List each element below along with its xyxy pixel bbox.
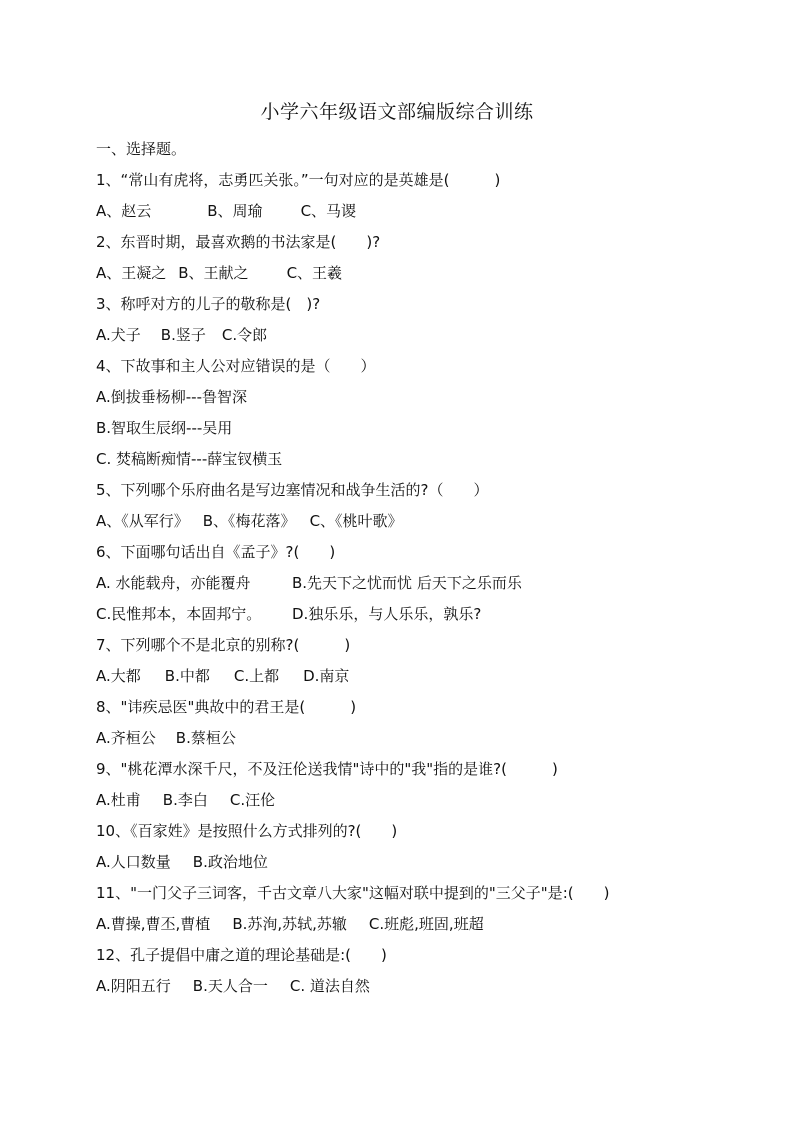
answer-options bbox=[96, 572, 716, 603]
answer-options bbox=[96, 200, 716, 231]
answer-option: A.倒拔垂杨柳---鲁智深 bbox=[96, 388, 248, 406]
question-12 bbox=[96, 944, 716, 1006]
answer-option: A、《从军行》 bbox=[96, 512, 189, 530]
answer-options bbox=[96, 510, 716, 541]
question-text: 7、下列哪个不是北京的别称?( ) bbox=[96, 636, 351, 654]
answer-option: D.南京 bbox=[303, 667, 350, 685]
answer-option: C.令郎 bbox=[221, 326, 268, 344]
question-11 bbox=[96, 882, 716, 944]
answer-option: B.先天下之忧而忧 后天下之乐而乐 bbox=[292, 574, 522, 592]
question-text: 4、下故事和主人公对应错误的是（ ） bbox=[96, 357, 376, 375]
answer-options bbox=[96, 324, 716, 355]
answer-options bbox=[96, 727, 716, 758]
answer-option: B.天人合一 bbox=[192, 977, 268, 995]
answer-option: C、马谡 bbox=[300, 202, 357, 220]
answer-option: A.人口数量 bbox=[96, 853, 171, 871]
question-text: 11、"一门父子三词客，千古文章八大家"这幅对联中提到的"三父子"是:( ) bbox=[96, 884, 610, 902]
answer-option: D.独乐乐，与人乐乐，孰乐? bbox=[292, 605, 482, 623]
question-1 bbox=[96, 169, 716, 231]
answer-option: B.中都 bbox=[164, 667, 210, 685]
question-9 bbox=[96, 758, 716, 820]
answer-option: B、《梅花落》 bbox=[202, 512, 296, 530]
answer-options bbox=[96, 262, 716, 293]
answer-options bbox=[96, 603, 716, 634]
question-8 bbox=[96, 696, 716, 758]
answer-option: A、赵云 bbox=[96, 202, 152, 220]
answer-option: A.阴阳五行 bbox=[96, 977, 171, 995]
answer-options bbox=[96, 851, 716, 882]
question-text: 1、“常山有虎将，志勇匹关张。”一句对应的是英雄是( ) bbox=[96, 171, 501, 189]
answer-option: B.蔡桓公 bbox=[175, 729, 236, 747]
question-text: 3、称呼对方的儿子的敬称是( )? bbox=[96, 295, 321, 313]
answer-option: B、周瑜 bbox=[207, 202, 263, 220]
question-text: 9、"桃花潭水深千尺，不及汪伦送我情"诗中的"我"指的是谁?( ) bbox=[96, 760, 558, 778]
answer-option: C. 道法自然 bbox=[289, 977, 370, 995]
answer-option: A.犬子 bbox=[96, 326, 141, 344]
answer-option: C.班彪,班固,班超 bbox=[368, 915, 484, 933]
answer-option: A.曹操,曹丕,曹植 bbox=[96, 915, 211, 933]
answer-option: C.上都 bbox=[233, 667, 280, 685]
answer-options bbox=[96, 975, 716, 1006]
answer-option: A.大都 bbox=[96, 667, 141, 685]
question-list bbox=[96, 169, 716, 1006]
question-text: 2、东晋时期，最喜欢鹅的书法家是( )? bbox=[96, 233, 381, 251]
answer-option: A.齐桓公 bbox=[96, 729, 156, 747]
question-6 bbox=[96, 541, 716, 634]
answer-option: B.苏洵,苏轼,苏辙 bbox=[232, 915, 347, 933]
answer-option: C、《桃叶歌》 bbox=[309, 512, 403, 530]
answer-options bbox=[96, 665, 716, 696]
answer-option: C、王羲 bbox=[286, 264, 343, 282]
question-3 bbox=[96, 293, 716, 355]
question-text: 6、下面哪句话出自《孟子》?( ) bbox=[96, 543, 336, 561]
answer-option: A、王凝之 bbox=[96, 264, 167, 282]
answer-option: C. 焚稿断痴情---薛宝钗横玉 bbox=[96, 450, 283, 468]
answer-option: B.竖子 bbox=[160, 326, 206, 344]
answer-option: A. 水能载舟，亦能覆舟 bbox=[96, 574, 251, 592]
answer-option: A.杜甫 bbox=[96, 791, 141, 809]
question-2 bbox=[96, 231, 716, 293]
question-text: 8、"讳疾忌医"典故中的君王是( ) bbox=[96, 698, 357, 716]
question-5 bbox=[96, 479, 716, 541]
question-7 bbox=[96, 634, 716, 696]
question-text: 5、下列哪个乐府曲名是写边塞情况和战争生活的?（ ） bbox=[96, 481, 489, 499]
answer-options bbox=[96, 789, 716, 820]
answer-option: B.智取生辰纲---吴用 bbox=[96, 419, 233, 437]
section-heading: 一、选择题。 bbox=[96, 140, 187, 158]
answer-option: B、王献之 bbox=[178, 264, 249, 282]
question-10 bbox=[96, 820, 716, 882]
page-title: 小学六年级语文部编版综合训练 bbox=[260, 101, 534, 123]
question-text: 12、孔子提倡中庸之道的理论基础是:( ) bbox=[96, 946, 387, 964]
answer-option: C.汪伦 bbox=[229, 791, 276, 809]
answer-option: C.民惟邦本，本固邦宁。 bbox=[96, 605, 262, 623]
question-text: 10、《百家姓》是按照什么方式排列的?( ) bbox=[96, 822, 398, 840]
answer-options bbox=[96, 913, 716, 944]
answer-option: B.李白 bbox=[162, 791, 208, 809]
question-4 bbox=[96, 355, 716, 479]
answer-option: B.政治地位 bbox=[192, 853, 268, 871]
